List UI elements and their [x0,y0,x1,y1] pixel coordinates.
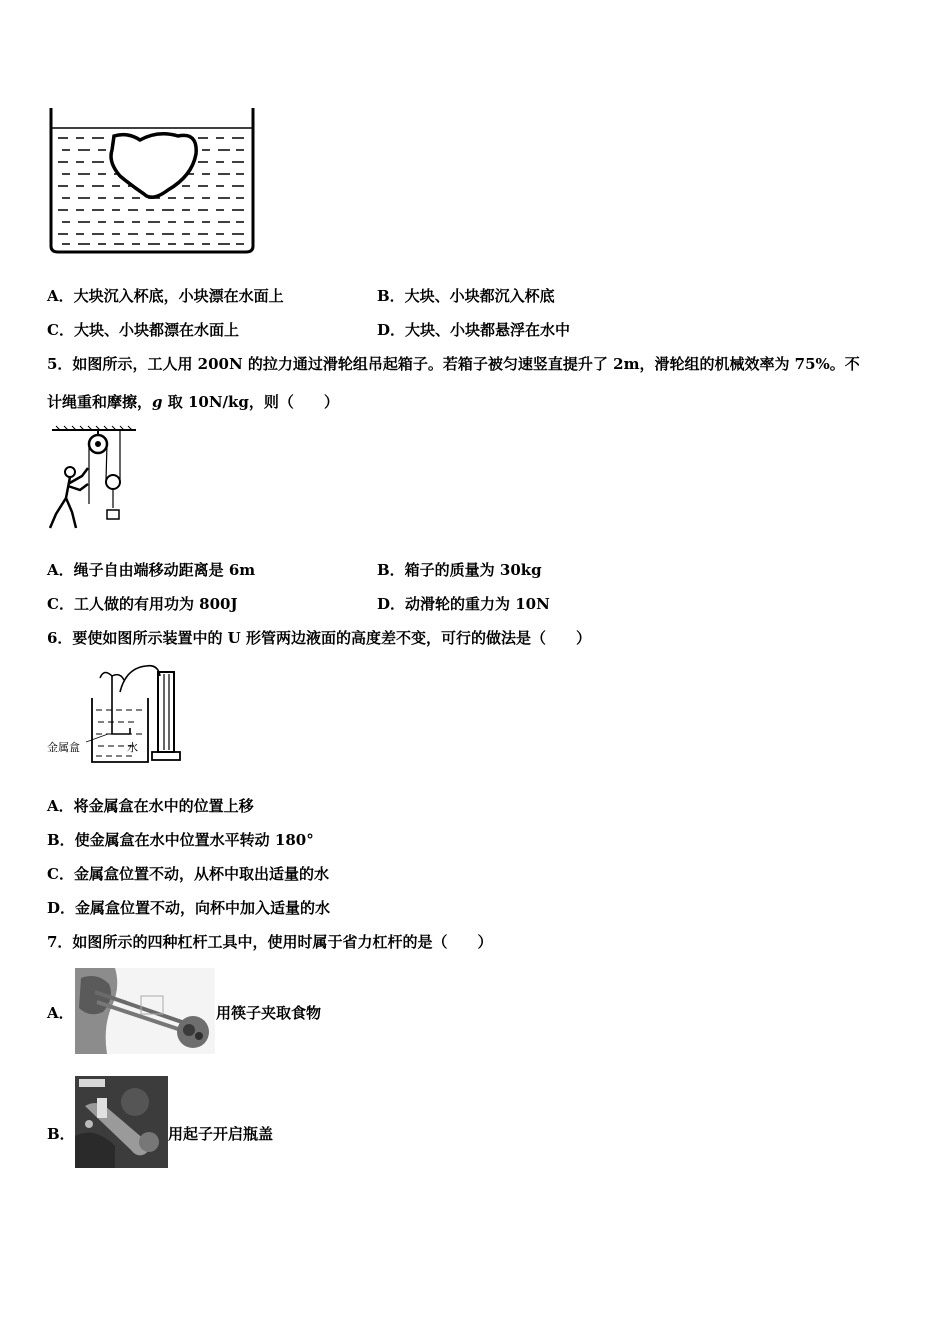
chopsticks-photo [75,968,215,1054]
q5-stem-post: 取 10N/kg，则（ ） [162,393,339,411]
beaker-figure [48,106,258,256]
q7-option-a-letter: A． [47,1004,74,1022]
q5-option-a: A．绳子自由端移动距离是 6m [47,561,256,579]
q5-stem-line1: 5．如图所示，工人用 200N 的拉力通过滑轮组吊起箱子。若箱子被匀速竖直提升了 2m，滑轮组的机械效率为 75%。不 [47,355,860,373]
bottle-opener-photo [75,1076,168,1168]
q5-option-c: C．工人做的有用功为 800J [47,595,238,613]
q7-stem: 7．如图所示的四种杠杆工具中，使用时属于省力杠杆的是（ ） [47,933,493,951]
q7-option-b-letter: B． [47,1125,75,1143]
pulley-figure [46,424,138,534]
q7-option-b-text: 用起子开启瓶盖 [168,1125,274,1143]
q4-option-c: C．大块、小块都漂在水面上 [47,321,239,339]
q4-option-d: D．大块、小块都悬浮在水中 [377,321,571,339]
fig-label-metal-box: 金属盒 [47,741,80,754]
q6-stem: 6．要使如图所示装置中的 U 形管两边液面的高度差不变，可行的做法是（ ） [47,629,591,647]
q7-option-a-text: 用筷子夹取食物 [216,1004,322,1022]
q6-option-c: C．金属盒位置不动，从杯中取出适量的水 [47,865,329,883]
q6-option-a: A．将金属盒在水中的位置上移 [47,797,254,815]
fig-label-water: 水 [127,741,138,754]
q5-option-d: D．动滑轮的重力为 10N [377,595,550,613]
q5-stem-line2 [47,392,339,412]
q6-option-b: B．使金属盒在水中位置水平转动 180° [47,831,314,849]
q6-option-d: D．金属盒位置不动，向杯中加入适量的水 [47,899,331,917]
q5-option-b: B．箱子的质量为 30kg [377,561,542,579]
q5-stem-pre: 计绳重和摩擦， [47,393,153,411]
q4-option-b: B．大块、小块都沉入杯底 [377,287,555,305]
q5-stem-g: g [152,393,163,411]
q4-option-a: A．大块沉入杯底，小块漂在水面上 [47,287,284,305]
